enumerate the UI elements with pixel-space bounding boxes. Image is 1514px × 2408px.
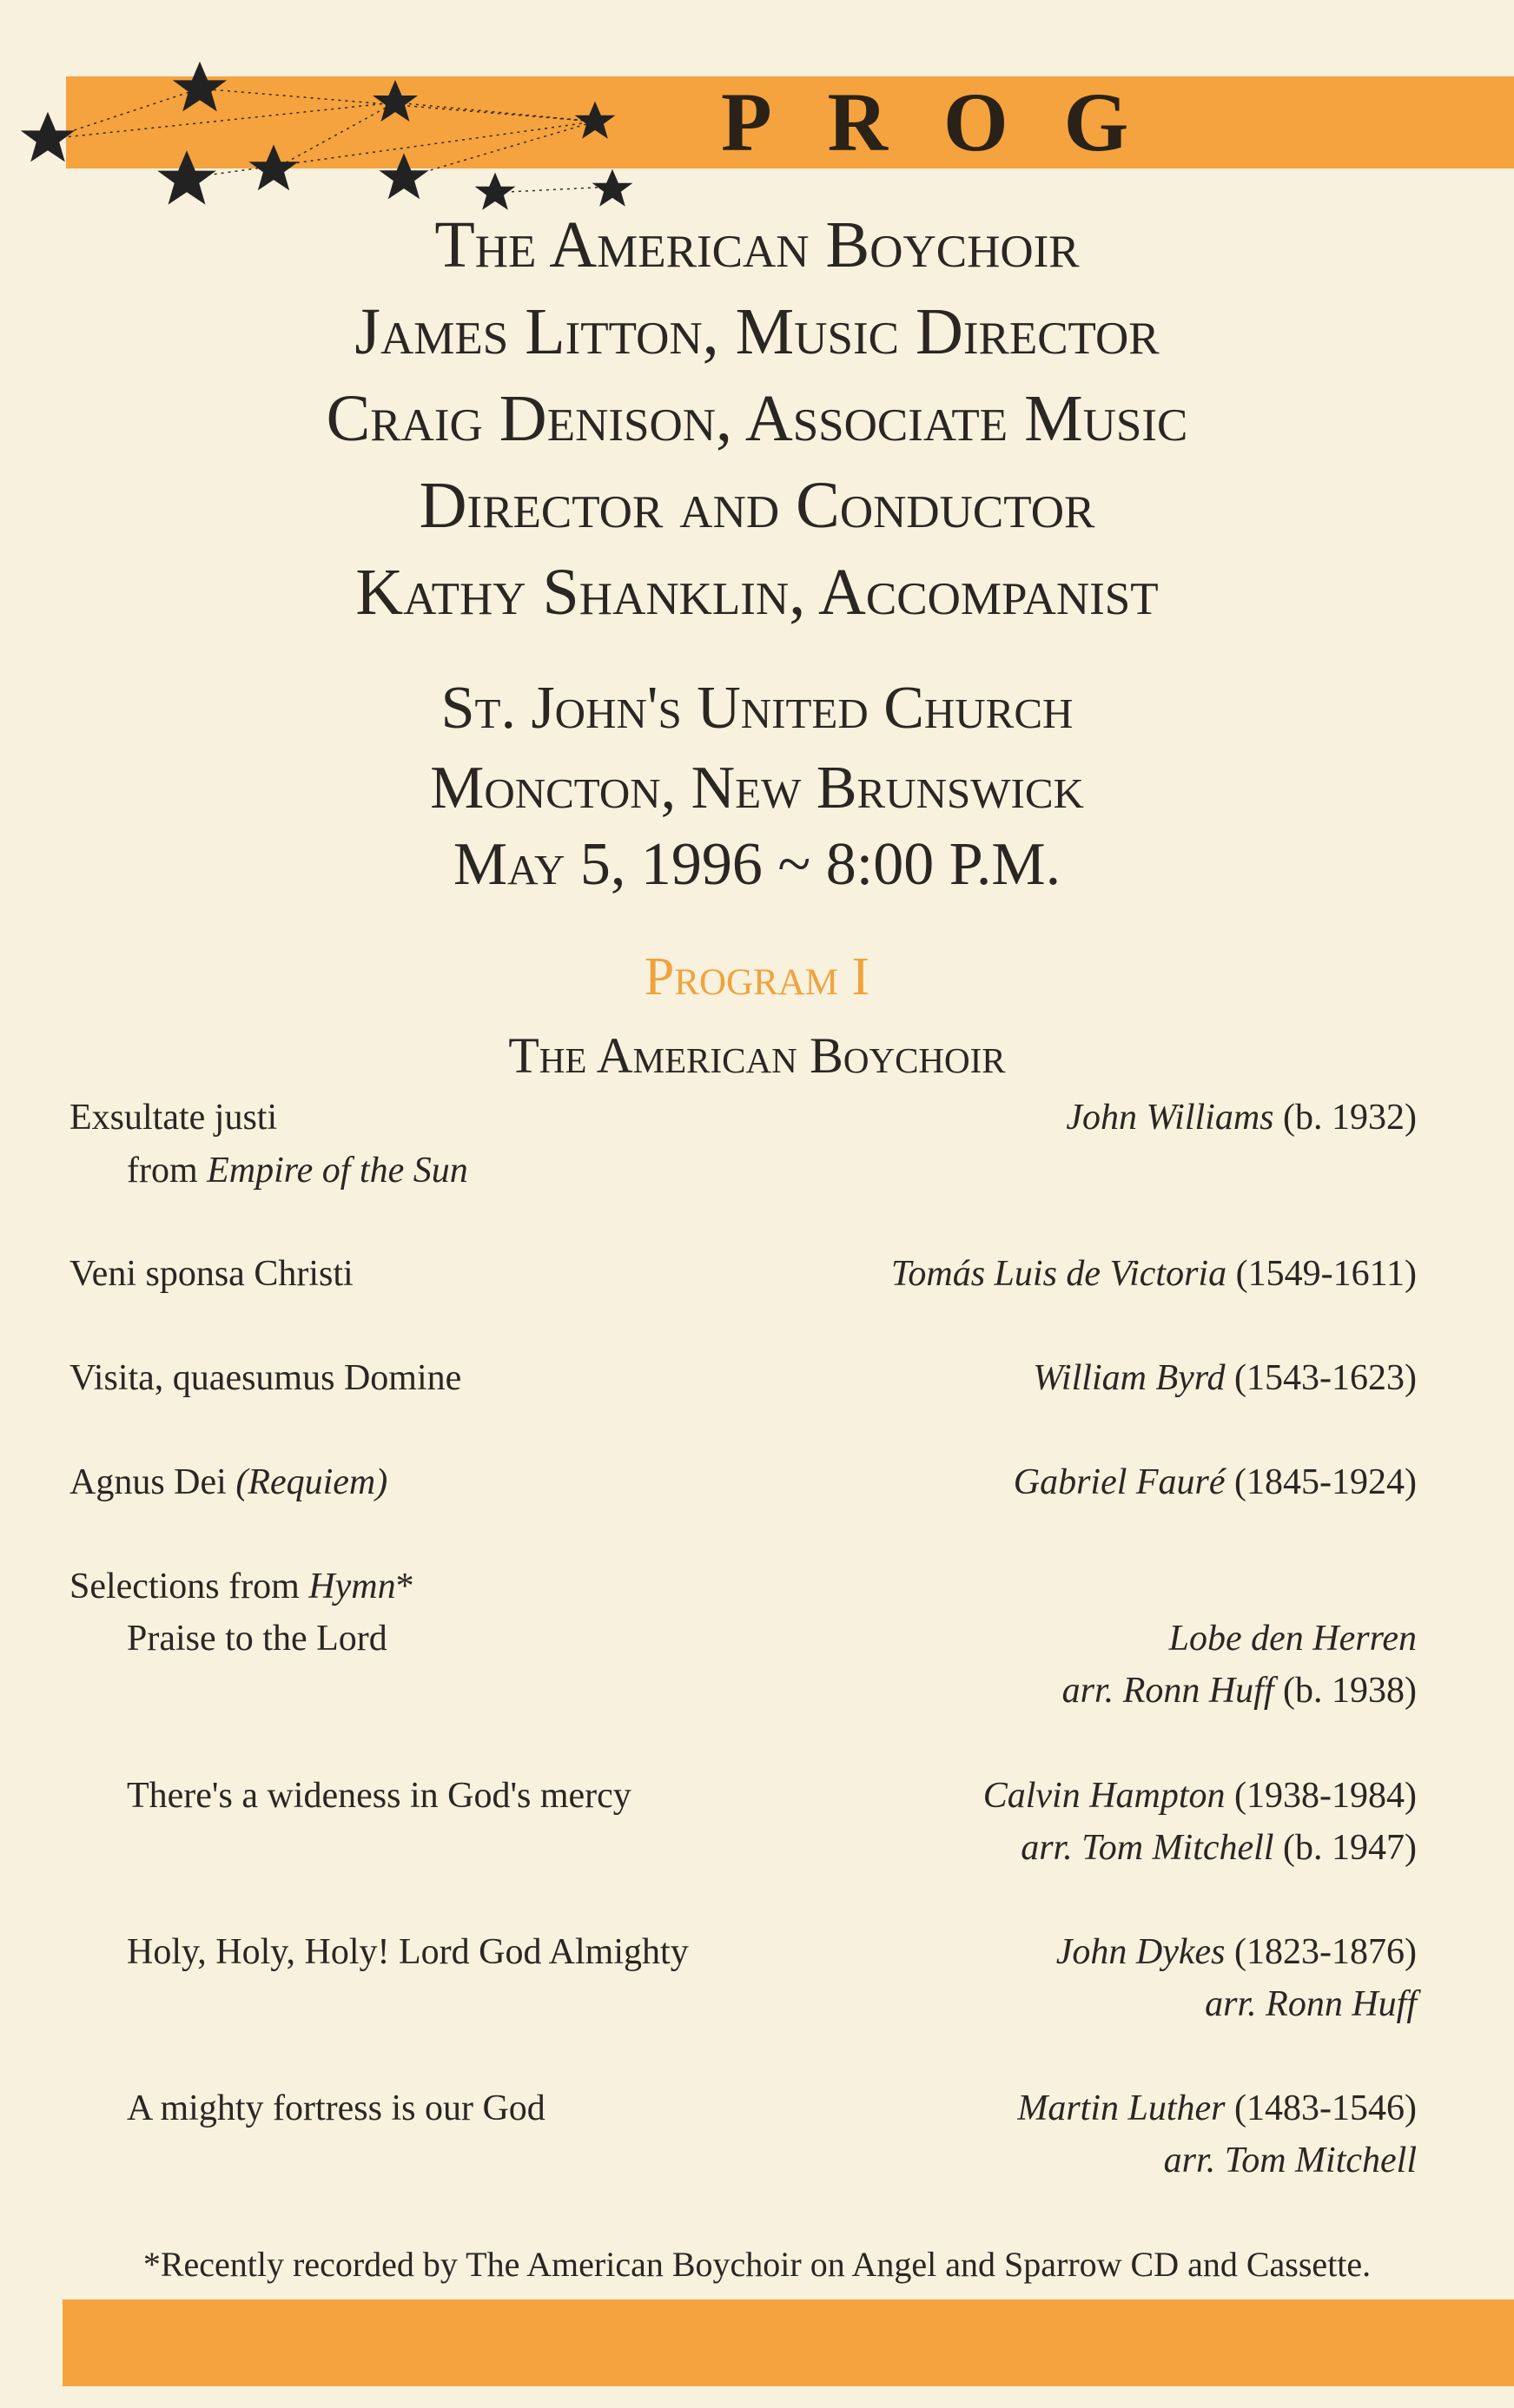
composer-credit: Calvin Hampton (1938-1984) xyxy=(982,1776,1417,1816)
selections-heading: Selections from Hymn* xyxy=(69,1567,414,1606)
program-heading: Program I xyxy=(644,947,870,1006)
arranger-credit: arr. Tom Mitchell (b. 1947) xyxy=(1021,1828,1417,1868)
star-icon xyxy=(157,150,216,204)
arranger-credit: arr. Ronn Huff xyxy=(1205,1984,1417,2024)
composer-credit: John Dykes (1823-1876) xyxy=(1055,1932,1417,1972)
banner-word: PROG xyxy=(721,76,1185,168)
star-icon xyxy=(373,80,418,122)
header-choir-name: The American Boychoir xyxy=(434,208,1080,281)
piece-title: A mighty fortress is our God xyxy=(127,2088,545,2128)
header-music-director: James Litton, Music Director xyxy=(354,295,1160,368)
star-icon xyxy=(21,112,75,162)
star-icon xyxy=(248,144,298,190)
arranger-credit: arr. Tom Mitchell xyxy=(1163,2141,1417,2180)
piece-title: Agnus Dei (Requiem) xyxy=(69,1462,388,1502)
venue-city: Moncton, New Brunswick xyxy=(430,755,1084,821)
star-icon xyxy=(379,153,428,199)
venue-datetime: May 5, 1996 ~ 8:00 P.M. xyxy=(453,831,1061,898)
composer-credit: John Williams (b. 1932) xyxy=(1066,1098,1417,1138)
piece-title: Holy, Holy, Holy! Lord God Almighty xyxy=(127,1932,689,1972)
header-accompanist: Kathy Shanklin, Accompanist xyxy=(355,556,1159,629)
venue-church: St. John's United Church xyxy=(440,675,1074,742)
piece-subtitle: from Empire of the Sun xyxy=(127,1151,468,1191)
composer-credit: Tomás Luis de Victoria (1549-1611) xyxy=(890,1254,1417,1294)
star-constellation xyxy=(0,0,660,226)
header-conductor: Director and Conductor xyxy=(419,469,1095,542)
piece-title: Visita, quaesumus Domine xyxy=(69,1358,462,1398)
piece-title: Veni sponsa Christi xyxy=(69,1254,354,1294)
composer-credit: Lobe den Herren xyxy=(1168,1619,1417,1659)
composer-credit: Gabriel Fauré (1845-1924) xyxy=(1013,1462,1417,1502)
composer-credit: Martin Luther (1483-1546) xyxy=(1017,2088,1417,2128)
piece-title: Exsultate justi xyxy=(69,1098,278,1138)
header-associate-director: Craig Denison, Associate Music xyxy=(326,382,1188,455)
composer-credit: William Byrd (1543-1623) xyxy=(1033,1358,1417,1398)
piece-title: Praise to the Lord xyxy=(127,1619,387,1659)
arranger-credit: arr. Ronn Huff (b. 1938) xyxy=(1061,1671,1417,1711)
star-icon xyxy=(173,62,227,112)
footnote: *Recently recorded by The American Boychoir on Angel and Sparrow CD and Cassette. xyxy=(142,2245,1372,2284)
performer-heading: The American Boychoir xyxy=(508,1027,1006,1084)
piece-title: There's a wideness in God's mercy xyxy=(127,1776,631,1816)
bottom-banner xyxy=(63,2299,1514,2386)
